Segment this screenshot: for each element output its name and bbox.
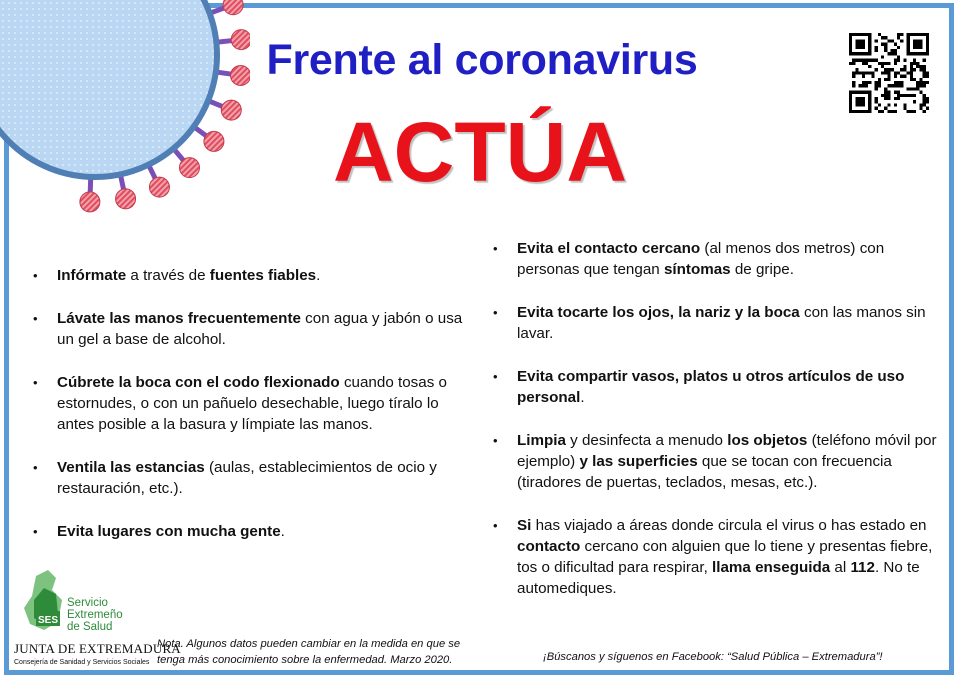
footnote: Nota. Algunos datos pueden cambiar en la medida en que se tenga más conocimiento sobre la enfermedad. Marzo 2020. [157,638,461,666]
list-item: • Ventila las estancias (aulas, establecimientos de ocio y restauración, etc.). [33,459,437,497]
right-column [493,238,938,621]
list-item: • Evita compartir vasos, platos u otros artículos de uso personal. [493,368,905,406]
spike-ball [221,100,241,120]
facebook-callout: ¡Búscanos y síguenos en Facebook: “Salud Pública – Extremadura”! [543,651,883,663]
bullet-icon: • [493,241,498,256]
list-item: • Limpia y desinfecta a menudo los objetos (teléfono móvil por ejemplo) y las superficies que se tocan con frecuencia (tiradores de puertas, teclados, mesas, etc.). [493,432,937,491]
bullet-icon: • [493,433,498,448]
ses-name: Servicio Extremeño de Salud [67,597,123,633]
qr-code-icon[interactable] [849,33,929,113]
list-item: • Lávate las manos frecuentemente con agua y jabón o usa un gel a base de alcohol. [33,310,463,348]
list-item: • Cúbrete la boca con el codo flexionado cuando tosas o estornudes, o con un pañuelo desechable, luego tíralo lo antes posible a la basura y límpiate las manos. [33,374,447,433]
poster-headline: ACTÚA [333,105,627,199]
coronavirus-illustration-icon [0,0,250,250]
list-item: • Si has viajado a áreas donde circula el virus o has estado en contacto cercano con alguien que lo tiene y presentas fiebre, tos o dificultad para respirar, llama enseguida al 112. No te automediques. [493,517,933,597]
bullet-icon: • [493,518,498,533]
spike-ball [80,192,100,212]
bullet-icon: • [33,268,38,283]
left-column [33,265,463,564]
ses-badge-text: SES [38,615,59,626]
bullet-icon: • [493,305,498,320]
junta-logo-text: JUNTA DE EXTREMADURA [14,641,181,656]
consejeria-text: Consejería de Sanidad y Servicios Sociales [14,659,150,666]
bullet-icon: • [33,460,38,475]
spike-ball [223,0,243,15]
spike-ball [204,131,224,151]
list-item: • Evita lugares con mucha gente. [33,523,285,540]
list-item: • Infórmate a través de fuentes fiables. [33,267,321,284]
list-item: • Evita tocarte los ojos, la nariz y la boca con las manos sin lavar. [493,304,926,342]
spike-ball [149,177,169,197]
poster-title: Frente al coronavirus [266,36,698,84]
bullet-icon: • [33,524,38,539]
bullet-icon: • [33,311,38,326]
list-item: • Evita el contacto cercano (al menos dos metros) con personas que tengan síntomas de gripe. [493,240,885,278]
spike-ball [116,189,136,209]
bullet-icon: • [33,375,38,390]
bullet-icon: • [493,369,498,384]
spike-ball [179,158,199,178]
